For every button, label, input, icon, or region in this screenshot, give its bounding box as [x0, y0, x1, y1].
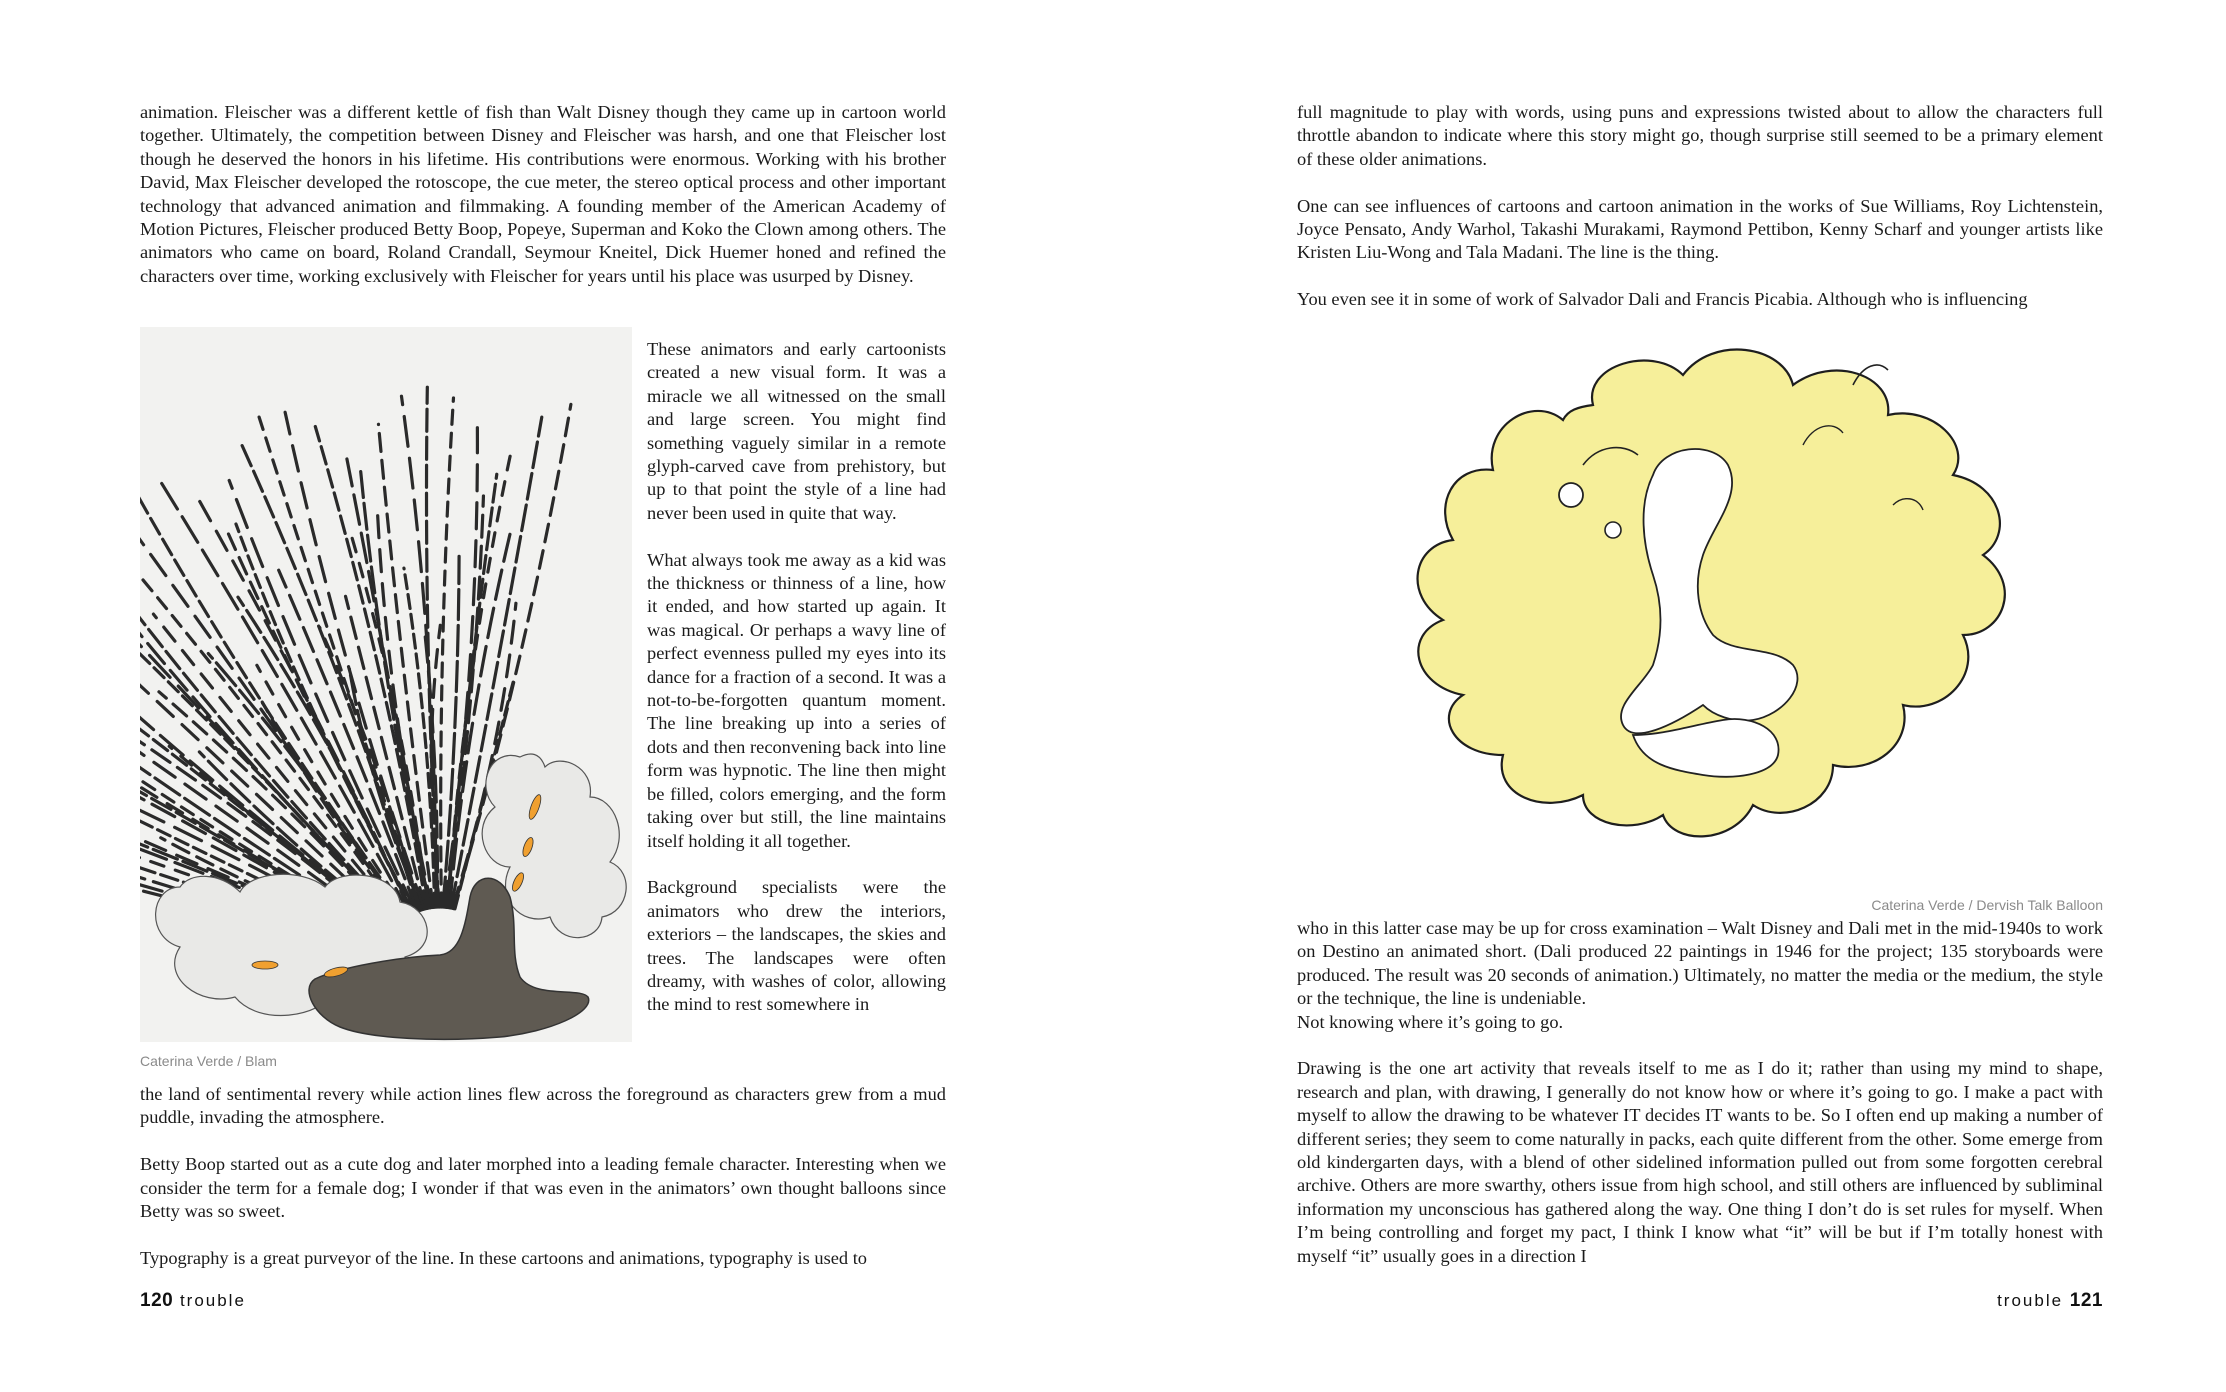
right-top-paragraph-1: full magnitude to play with words, using puns and expressions twisted about to allow the characters full throttle abandon to indicate where this story might go, though surprise still seemed to be a primary element of these older animations. — [1297, 102, 2103, 169]
figure-blam — [140, 327, 632, 1042]
figure-dervish-talk-balloon — [1333, 325, 2093, 885]
right-bottom-paragraph-2: Not knowing where it’s going to go. — [1297, 1011, 1564, 1032]
bottom-paragraph-2: Betty Boop started out as a cute dog and later morphed into a leading female character. Interesting when we consider the term for a female dog; I wonder if that was even in the animators’ own thought balloons since Betty was so sweet. — [140, 1154, 946, 1222]
blam-drawing-icon — [140, 327, 632, 1042]
publication-title: trouble — [179, 1291, 246, 1310]
side-paragraph-1: These animators and early cartoonists created a new visual form. It was a miracle we all witnessed on the small and large screen. You might find something vaguely similar in a remote glyph-carved cave from prehistory, but up to that point the style of a line had never been used in quite that way. — [647, 339, 946, 523]
right-text-top — [1297, 101, 2103, 312]
right-page — [1113, 0, 2226, 1392]
bottom-paragraph-3: Typography is a great purveyor of the line. In these cartoons and animations, typography is used to — [140, 1247, 868, 1268]
bottom-paragraph-1: the land of sentimental revery while action lines flew across the foreground as characters grew from a mud puddle, invading the atmosphere. — [140, 1084, 946, 1128]
left-top-paragraph: animation. Fleischer was a different kettle of fish than Walt Disney though they came up in cartoon world together. Ultimately, the competition between Disney and Fleischer was harsh, and one that Fleischer lost though he deserved the honors in his lifetime. His contributions were enormous. Working with his brother David, Max Fleischer developed the rotoscope, the cue meter, the stereo optical process and other important technology that advanced animation and filmmaking. A founding member of the American Academy of Motion Pictures, Fleischer produced Betty Boop, Popeye, Superman and Koko the Clown among others. The animators who came on board, Roland Crandall, Seymour Kneitel, Dick Huemer honed and refined the characters over time, working exclusively with Fleischer for years until his place was usurped by Disney. — [140, 102, 946, 286]
left-text-side — [647, 338, 946, 1017]
page-number: 121 — [2069, 1290, 2103, 1311]
page-number: 120 — [140, 1290, 174, 1311]
folio-right — [1997, 1290, 2103, 1312]
right-top-paragraph-2: One can see influences of cartoons and cartoon animation in the works of Sue Williams, Roy Lichtenstein, Joyce Pensato, Andy Warhol, Takashi Murakami, Raymond Pettibon, Kenny Scharf and younger artists like Kristen Liu-Wong and Tala Madani. The line is the thing. — [1297, 195, 2103, 263]
left-text-top — [140, 101, 946, 288]
figure-caption-dervish: Caterina Verde / Dervish Talk Balloon — [1871, 897, 2103, 913]
folio-left — [140, 1290, 246, 1312]
left-text-bottom — [140, 1083, 946, 1270]
right-text-bottom — [1297, 917, 2103, 1268]
right-top-paragraph-3: You even see it in some of work of Salvador Dali and Francis Picabia. Although who is influencing — [1297, 289, 2028, 310]
right-bottom-paragraph-1: who in this latter case may be up for cross examination – Walt Disney and Dali met in the mid-1940s to work on Destino an animated short. (Dali produced 22 paintings in 1946 for the project; 135 storyboards were produced. The result was 20 seconds of animation.) Ultimately, no matter the media or the medium, the style or the technique, the line is undeniable. — [1297, 918, 2103, 1009]
publication-title: trouble — [1997, 1291, 2064, 1310]
side-paragraph-3: Background specialists were the animators who drew the interiors, exteriors – the landscapes, the skies and trees. The landscapes were often dreamy, with washes of color, allowing the mind to rest somewhere in — [647, 877, 946, 1015]
side-paragraph-2: What always took me away as a kid was the thickness or thinness of a line, how it ended, and how started up again. It was magical. Or perhaps a wavy line of perfect evenness pulled my eyes into its dance for a fraction of a second. It was a not-to-be-forgotten quantum moment. The line breaking up into a series of dots and then reconvening back into line form was hypnotic. The line then might be filled, colors emerging, and the form taking over but still, the line maintains itself holding it all together. — [647, 549, 946, 851]
dervish-balloon-drawing-icon — [1333, 325, 2093, 885]
right-bottom-paragraph-3: Drawing is the one art activity that reveals itself to me as I do it; rather than using my mind to shape, research and plan, with drawing, I generally do not know how or where it’s going to go. I make a pact with myself to allow the drawing to be whatever IT decides IT wants to be. So I often end up making a number of different series; they seem to come naturally in packs, each quite different from the other. Some emerge from old kindergarten days, with a blend of other sidelined information pulled out from some forgotten cerebral archive. Others are more swarthy, others issue from high school, and still others are influenced by subliminal information my unconscious has gathered along the way. One thing I don’t do is set rules for myself. When I’m being controlling and forget my pact, I think I know what “it” will be but if I’m totally honest with myself “it” usually goes in a direction I — [1297, 1058, 2103, 1266]
figure-caption-blam: Caterina Verde / Blam — [140, 1053, 277, 1069]
